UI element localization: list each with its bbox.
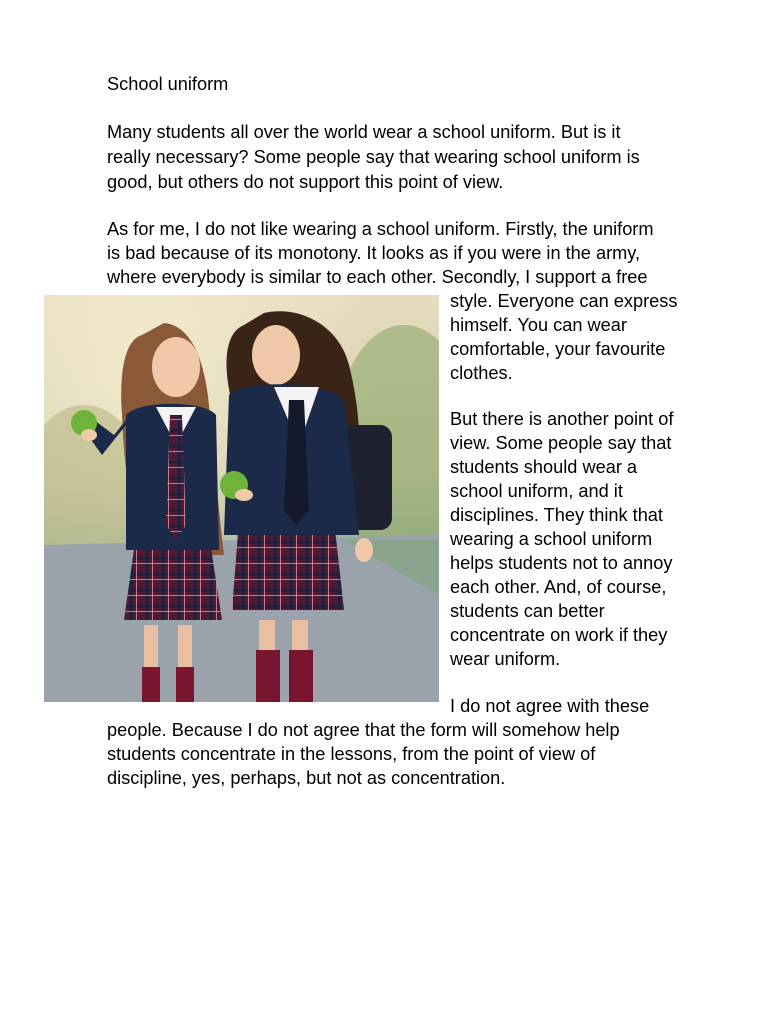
paragraph-line: wear uniform. (450, 649, 561, 669)
photo-illustration (44, 295, 439, 702)
paragraph-line: really necessary? Some people say that wearing school uniform is (107, 147, 640, 167)
school-uniform-photo (44, 295, 439, 702)
paragraph-line: disciplines. They think that (450, 505, 663, 525)
document-title: School uniform (107, 74, 229, 94)
paragraph-line: clothes. (450, 363, 513, 383)
paragraph-line: view. Some people say that (450, 433, 672, 453)
paragraph-line: style. Everyone can express (450, 291, 678, 311)
paragraph-line: students should wear a (450, 457, 638, 477)
paragraph-line: students concentrate in the lessons, from the point of view of (107, 744, 596, 764)
paragraph-line: comfortable, your favourite (450, 339, 666, 359)
paragraph-line: But there is another point of (450, 409, 674, 429)
paragraph-line: discipline, yes, perhaps, but not as concentration. (107, 768, 506, 788)
paragraph-line: helps students not to annoy (450, 553, 673, 573)
paragraph-line: Many students all over the world wear a school uniform. But is it (107, 122, 621, 142)
paragraph-line: As for me, I do not like wearing a school uniform. Firstly, the uniform (107, 219, 654, 239)
paragraph-line: students can better (450, 601, 605, 621)
paragraph-line: school uniform, and it (450, 481, 623, 501)
paragraph-line: people. Because I do not agree that the form will somehow help (107, 720, 620, 740)
paragraph-line: wearing a school uniform (450, 529, 653, 549)
paragraph-line: I do not agree with these (450, 696, 650, 716)
paragraph-line: is bad because of its monotony. It looks as if you were in the army, (107, 243, 641, 263)
paragraph-line: good, but others do not support this point of view. (107, 172, 504, 192)
paragraph-line: himself. You can wear (450, 315, 627, 335)
paragraph-line: each other. And, of course, (450, 577, 667, 597)
paragraph-line: where everybody is similar to each other. Secondly, I support a free (107, 267, 648, 287)
paragraph-line: concentrate on work if they (450, 625, 668, 645)
